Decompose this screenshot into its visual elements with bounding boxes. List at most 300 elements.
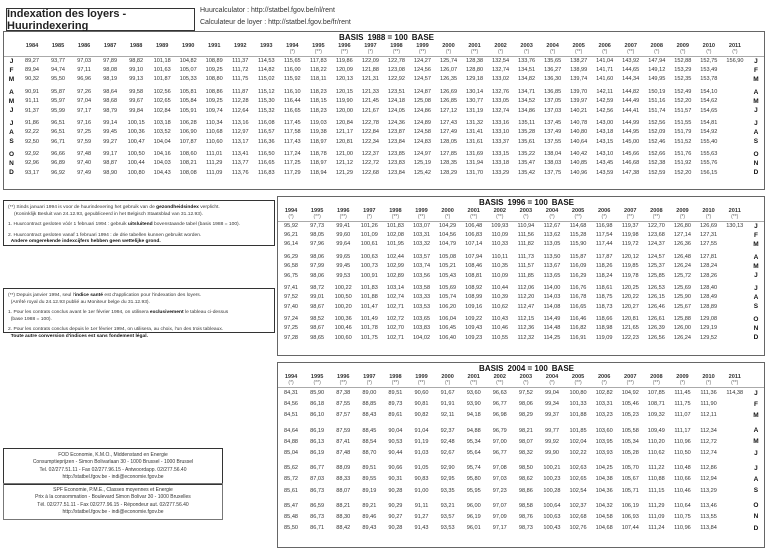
index-value: 105,33 bbox=[179, 76, 197, 83]
index-value: 117,87 bbox=[595, 254, 613, 261]
year-header: 1991 bbox=[208, 43, 221, 49]
index-value: 100,80 bbox=[569, 390, 587, 397]
footnote-marker: (*) bbox=[366, 214, 372, 220]
index-value: 92,48 bbox=[440, 438, 455, 445]
index-value: 137,45 bbox=[544, 120, 562, 127]
year-header: 1984 bbox=[25, 43, 39, 49]
index-value: 103,23 bbox=[595, 412, 613, 419]
index-value: 121,17 bbox=[335, 129, 353, 136]
index-value: 118,78 bbox=[310, 151, 327, 158]
index-value: 114,38 bbox=[726, 390, 744, 397]
index-value: 106,20 bbox=[439, 303, 457, 310]
index-value: 156,15 bbox=[700, 169, 718, 176]
index-value: 124,86 bbox=[413, 107, 432, 114]
index-value: 155,63 bbox=[700, 151, 718, 158]
index-value: 142,56 bbox=[596, 107, 614, 114]
index-value: 92,50 bbox=[25, 138, 40, 145]
index-value: 103,32 bbox=[412, 241, 431, 248]
index-value: 107,87 bbox=[179, 138, 197, 145]
index-value: 109,43 bbox=[465, 325, 483, 332]
index-value: 116,98 bbox=[595, 223, 613, 230]
year-header: 1999 bbox=[415, 208, 428, 214]
index-value bbox=[722, 463, 748, 474]
index-value: 98,72 bbox=[310, 285, 325, 292]
index-value: 87,48 bbox=[336, 450, 351, 457]
month-label: M bbox=[753, 97, 759, 105]
index-value: 97,24 bbox=[284, 316, 299, 323]
index-value bbox=[722, 474, 748, 485]
contact-box-french bbox=[3, 483, 223, 520]
table-row bbox=[278, 302, 764, 311]
month-label: D bbox=[753, 169, 759, 177]
index-value: 129,18 bbox=[465, 76, 484, 83]
index-value: 106,83 bbox=[465, 232, 483, 239]
index-value: 122,34 bbox=[361, 138, 379, 145]
index-value: 99,67 bbox=[129, 98, 144, 105]
basis-value: 1996 = 100 bbox=[507, 198, 548, 207]
index-value: 146,68 bbox=[622, 160, 640, 167]
index-value: 121,65 bbox=[621, 325, 639, 332]
index-value: 99,65 bbox=[336, 254, 351, 261]
contact-line: Tel. 02/277.51.11 - Fax 02/277.96.15 - Antwoordapp. 02/277.56.40 bbox=[39, 466, 187, 473]
footnote-marker: (*) bbox=[680, 49, 686, 55]
index-value: 117,44 bbox=[595, 241, 613, 248]
year-header: 2002 bbox=[493, 374, 507, 380]
index-value: 96,01 bbox=[466, 525, 481, 532]
index-value: 96,71 bbox=[51, 138, 66, 145]
index-value bbox=[722, 293, 748, 302]
table-row bbox=[4, 57, 764, 66]
index-value: 110,94 bbox=[517, 223, 535, 230]
footnote-marker: (**) bbox=[340, 49, 348, 55]
index-value: 109,74 bbox=[205, 107, 223, 114]
contact-line: SPF Economie, P.M.E., Classes moyennes et Energie bbox=[53, 487, 173, 493]
contact-link[interactable]: http://statbel.fgov.be - indi@economie.fgov.be bbox=[62, 473, 164, 480]
index-value: 137,75 bbox=[544, 169, 562, 176]
index-value: 100,60 bbox=[334, 334, 352, 341]
index-value: 98,62 bbox=[518, 476, 533, 483]
index-value: 108,81 bbox=[465, 272, 483, 279]
index-value: 103,07 bbox=[412, 223, 431, 230]
table-row bbox=[278, 511, 764, 522]
month-label: J bbox=[754, 272, 758, 280]
index-value: 100,15 bbox=[127, 120, 145, 127]
index-value: 102,71 bbox=[386, 303, 404, 310]
index-value: 108,21 bbox=[179, 160, 197, 167]
index-value: 141,71 bbox=[596, 67, 614, 74]
index-value: 92,11 bbox=[440, 412, 455, 419]
index-value: 143,45 bbox=[596, 160, 614, 167]
index-value: 123,84 bbox=[387, 138, 405, 145]
index-value: 138,27 bbox=[570, 58, 588, 65]
footnote-marker: (**) bbox=[392, 49, 401, 55]
year-header: 2004 bbox=[546, 43, 559, 49]
index-value: 127,55 bbox=[699, 241, 718, 248]
index-value bbox=[722, 302, 748, 311]
index-value: 102,89 bbox=[386, 272, 404, 279]
index-value: 98,19 bbox=[103, 76, 118, 83]
index-value: 104,03 bbox=[153, 160, 171, 167]
footnote-marker: (*) bbox=[444, 380, 451, 386]
index-value: 108,99 bbox=[465, 294, 483, 301]
contact-link[interactable]: http://statbel.fgov.be - indi@economie.fgov.be bbox=[62, 508, 164, 515]
index-value: 126,85 bbox=[439, 98, 458, 105]
index-value: 127,14 bbox=[673, 232, 691, 239]
index-value: 100,46 bbox=[334, 325, 352, 332]
index-value: 110,96 bbox=[674, 438, 691, 445]
index-value: 147,94 bbox=[648, 58, 666, 65]
index-value: 97,89 bbox=[103, 58, 118, 65]
index-value: 124,36 bbox=[387, 120, 405, 127]
month-label: O bbox=[753, 315, 759, 323]
index-value: 93,17 bbox=[25, 169, 40, 176]
index-value: 105,74 bbox=[439, 294, 457, 301]
month-label: J bbox=[754, 57, 758, 65]
index-value: 96,92 bbox=[51, 169, 66, 176]
basis-label: BASIS bbox=[479, 198, 504, 207]
index-value: 104,68 bbox=[595, 525, 613, 532]
index-value: 112,36 bbox=[517, 325, 535, 332]
index-value: 117,54 bbox=[595, 232, 613, 239]
footnote-marker: (*) bbox=[654, 49, 660, 55]
index-value: 126,61 bbox=[647, 316, 665, 323]
footnote-marker: (**) bbox=[626, 214, 634, 220]
index-value: 97,28 bbox=[284, 334, 299, 341]
index-value: 122,09 bbox=[361, 58, 379, 65]
index-value: 152,56 bbox=[648, 120, 666, 127]
index-value: 96,98 bbox=[492, 412, 507, 419]
index-value: 125,19 bbox=[413, 160, 432, 167]
index-value: 140,85 bbox=[570, 160, 588, 167]
rent-calculator-link-nl[interactable]: Huurcalculator : http://statbel.fgov.be/nl/rent bbox=[200, 7, 335, 14]
index-value: 104,56 bbox=[439, 232, 457, 239]
index-value: 112,74 bbox=[700, 450, 717, 457]
index-value: 112,97 bbox=[231, 129, 249, 136]
index-value: 143,92 bbox=[622, 58, 640, 65]
year-header: 2001 bbox=[467, 208, 480, 214]
index-value: 117,58 bbox=[283, 129, 301, 136]
index-value: 97,16 bbox=[77, 120, 92, 127]
index-value bbox=[722, 128, 748, 137]
index-value: 152,20 bbox=[674, 98, 692, 105]
index-value: 95,50 bbox=[51, 76, 66, 83]
index-value: 136,85 bbox=[544, 89, 562, 96]
index-value: 126,15 bbox=[647, 294, 665, 301]
index-value: 133,05 bbox=[492, 98, 510, 105]
index-value: 96,29 bbox=[284, 254, 299, 261]
index-value: 102,37 bbox=[569, 502, 587, 509]
year-header: 2007 bbox=[624, 208, 637, 214]
index-value: 124,37 bbox=[647, 241, 665, 248]
index-value: 88,85 bbox=[362, 401, 377, 408]
index-value: 100,47 bbox=[127, 138, 145, 145]
footnote-marker: (*) bbox=[601, 214, 607, 220]
index-value: 99,14 bbox=[103, 120, 118, 127]
index-value: 103,93 bbox=[595, 450, 613, 457]
index-value: 103,60 bbox=[595, 427, 613, 434]
index-value: 110,68 bbox=[205, 129, 223, 136]
index-value: 95,99 bbox=[51, 107, 66, 114]
month-label: M bbox=[8, 75, 15, 83]
index-value bbox=[722, 333, 748, 342]
year-header: 2000 bbox=[441, 208, 454, 214]
index-value: 90,66 bbox=[388, 465, 403, 472]
index-value: 114,68 bbox=[569, 223, 587, 230]
index-value: 95,64 bbox=[466, 450, 481, 457]
index-value bbox=[722, 66, 748, 75]
base-label: BASE bbox=[551, 198, 574, 207]
index-value: 117,43 bbox=[283, 138, 301, 145]
index-value: 94,74 bbox=[51, 67, 66, 74]
index-value: 96,89 bbox=[51, 160, 66, 167]
index-value: 105,08 bbox=[439, 254, 457, 261]
index-value: 119,37 bbox=[621, 223, 639, 230]
index-value: 112,15 bbox=[517, 316, 535, 323]
index-value: 109,25 bbox=[205, 98, 223, 105]
index-value: 143,18 bbox=[596, 129, 614, 136]
index-value: 98,06 bbox=[518, 401, 533, 408]
index-value: 97,03 bbox=[77, 58, 92, 65]
index-value: 84,64 bbox=[284, 427, 299, 434]
index-value: 127,81 bbox=[699, 254, 718, 261]
index-value: 97,40 bbox=[284, 303, 299, 310]
index-value: 111,85 bbox=[517, 272, 535, 279]
index-value: 85,50 bbox=[284, 525, 299, 532]
index-value: 97,23 bbox=[492, 487, 507, 494]
index-value: 110,48 bbox=[674, 465, 691, 472]
index-value: 90,60 bbox=[414, 390, 429, 397]
index-value: 101,88 bbox=[569, 412, 587, 419]
index-value: 98,29 bbox=[518, 412, 533, 419]
index-value: 101,47 bbox=[360, 303, 378, 310]
year-header: 1995 bbox=[310, 208, 324, 214]
index-value: 119,38 bbox=[310, 129, 327, 136]
year-header: 1998 bbox=[389, 208, 402, 214]
index-value: 106,45 bbox=[439, 325, 457, 332]
index-value: 110,46 bbox=[491, 325, 509, 332]
index-value: 87,41 bbox=[336, 438, 351, 445]
index-value: 102,56 bbox=[153, 89, 171, 96]
index-value: 125,74 bbox=[439, 58, 458, 65]
footnote-marker: (*) bbox=[705, 214, 712, 220]
index-value: 116,91 bbox=[569, 334, 587, 341]
index-value: 150,19 bbox=[648, 89, 666, 96]
index-value: 92,67 bbox=[440, 450, 455, 457]
index-table-basis-2004 bbox=[277, 362, 765, 548]
index-value: 91,67 bbox=[440, 390, 455, 397]
footnote-marker: (**) bbox=[339, 380, 347, 386]
year-header: 1999 bbox=[415, 374, 428, 380]
footnote-marker: (**) bbox=[417, 214, 426, 220]
index-value: 124,57 bbox=[647, 254, 665, 261]
index-value: 98,67 bbox=[310, 325, 325, 332]
index-value: 97,73 bbox=[310, 223, 325, 230]
index-value: 95,80 bbox=[466, 476, 481, 483]
index-value: 126,53 bbox=[647, 285, 665, 292]
index-value: 100,28 bbox=[543, 487, 561, 494]
month-label: J bbox=[754, 464, 758, 472]
index-value: 97,00 bbox=[492, 438, 507, 445]
index-value: 103,58 bbox=[412, 285, 431, 292]
index-value: 88,21 bbox=[336, 502, 351, 509]
index-value: 99,10 bbox=[129, 67, 144, 74]
year-header: 2008 bbox=[650, 208, 663, 214]
index-value: 128,80 bbox=[465, 67, 484, 74]
index-value: 98,07 bbox=[518, 438, 533, 445]
footnote-marker: (*) bbox=[549, 380, 555, 386]
index-value: 113,41 bbox=[231, 151, 249, 158]
table-row bbox=[278, 463, 764, 474]
index-value: 134,82 bbox=[518, 76, 536, 83]
month-label: F bbox=[753, 66, 758, 74]
index-value: 97,49 bbox=[77, 169, 92, 176]
footnote-marker: (**) bbox=[417, 380, 426, 386]
index-value: 98,73 bbox=[518, 525, 533, 532]
index-value: 112,64 bbox=[231, 107, 249, 114]
month-label: J bbox=[9, 107, 14, 115]
index-value: 105,43 bbox=[439, 272, 457, 279]
index-value: 120,81 bbox=[621, 316, 639, 323]
index-value: 121,45 bbox=[361, 98, 379, 105]
index-value: 95,97 bbox=[51, 98, 66, 105]
year-header: 2006 bbox=[598, 43, 611, 49]
index-value: 123,84 bbox=[387, 169, 405, 176]
table-row bbox=[4, 150, 764, 159]
index-value: 97,08 bbox=[492, 465, 507, 472]
index-value: 137,05 bbox=[544, 98, 562, 105]
index-value: 128,05 bbox=[439, 138, 458, 145]
index-value: 99,64 bbox=[336, 241, 351, 248]
year-header: 2004 bbox=[545, 208, 559, 214]
index-value: 155,40 bbox=[700, 138, 718, 145]
index-value: 108,92 bbox=[465, 285, 483, 292]
index-value: 101,88 bbox=[360, 294, 378, 301]
index-value bbox=[722, 106, 748, 115]
index-value: 99,60 bbox=[336, 232, 351, 239]
year-header: 2003 bbox=[520, 43, 533, 49]
month-label: A bbox=[753, 427, 759, 435]
index-value: 102,08 bbox=[386, 232, 404, 239]
footnote-marker: (*) bbox=[523, 214, 529, 220]
index-value bbox=[722, 324, 748, 333]
footnote-marker: (**) bbox=[652, 380, 660, 386]
index-value bbox=[722, 284, 748, 293]
index-value: 105,46 bbox=[621, 401, 639, 408]
index-value: 140,21 bbox=[570, 107, 588, 114]
index-value: 92,22 bbox=[25, 129, 40, 136]
index-value: 114,49 bbox=[543, 316, 561, 323]
index-value: 140,64 bbox=[570, 138, 588, 145]
index-value: 107,85 bbox=[647, 390, 665, 397]
month-label: A bbox=[753, 475, 759, 483]
index-value: 89,27 bbox=[25, 58, 40, 65]
index-value: 99,34 bbox=[544, 401, 559, 408]
index-value: 118,23 bbox=[310, 89, 327, 96]
table-row bbox=[278, 410, 764, 421]
index-value: 98,86 bbox=[518, 487, 533, 494]
index-value: 154,62 bbox=[700, 98, 718, 105]
month-label: O bbox=[753, 502, 759, 510]
index-value: 116,83 bbox=[257, 169, 275, 176]
index-value: 100,36 bbox=[334, 316, 352, 323]
index-value bbox=[722, 137, 748, 146]
index-value: 115,02 bbox=[257, 76, 275, 83]
index-value: 106,19 bbox=[621, 502, 639, 509]
index-value: 90,81 bbox=[414, 401, 429, 408]
index-value: 129,52 bbox=[699, 334, 718, 341]
index-value: 145,66 bbox=[622, 151, 640, 158]
index-value: 151,79 bbox=[674, 129, 692, 136]
year-header: 2000 bbox=[441, 374, 454, 380]
index-value: 156,90 bbox=[726, 58, 744, 65]
index-value: 120,81 bbox=[335, 138, 353, 145]
year-header: 2004 bbox=[545, 374, 559, 380]
footnote-marker: (**) bbox=[652, 214, 660, 220]
index-value: 116,08 bbox=[257, 120, 275, 127]
index-value: 119,90 bbox=[336, 98, 353, 105]
rent-calculator-link-fr[interactable]: Calculateur de loyer : http://statbel.fgov.be/fr/rent bbox=[200, 19, 351, 26]
index-value: 132,54 bbox=[492, 58, 510, 65]
month-label: A bbox=[753, 253, 759, 261]
footnote-marker: (*) bbox=[706, 49, 712, 55]
index-value: 114,00 bbox=[543, 285, 561, 292]
index-value: 151,16 bbox=[648, 98, 666, 105]
index-value: 111,01 bbox=[206, 151, 223, 158]
index-value bbox=[722, 168, 748, 177]
index-value: 85,72 bbox=[284, 476, 299, 483]
index-value: 118,23 bbox=[310, 107, 327, 114]
index-value: 143,15 bbox=[596, 138, 614, 145]
index-value: 112,28 bbox=[231, 98, 249, 105]
year-header: 2009 bbox=[676, 43, 690, 49]
index-value: 118,94 bbox=[310, 169, 327, 176]
index-value: 135,65 bbox=[544, 58, 562, 65]
table-row bbox=[278, 271, 764, 280]
index-value: 98,90 bbox=[103, 169, 118, 176]
month-label: O bbox=[8, 150, 15, 158]
index-value: 131,61 bbox=[465, 138, 484, 145]
index-value: 139,70 bbox=[570, 89, 588, 96]
month-label: J bbox=[9, 57, 14, 65]
index-value: 101,09 bbox=[360, 232, 378, 239]
index-value: 132,76 bbox=[492, 89, 510, 96]
index-value: 99,17 bbox=[103, 151, 118, 158]
year-header: 2006 bbox=[597, 208, 611, 214]
index-value: 114,25 bbox=[543, 334, 561, 341]
year-header: 1988 bbox=[129, 43, 143, 49]
index-value: 116,65 bbox=[283, 107, 301, 114]
basis-label: BASIS bbox=[339, 33, 364, 42]
index-value: 131,94 bbox=[465, 160, 484, 167]
index-value: 102,70 bbox=[386, 325, 404, 332]
index-value: 105,84 bbox=[179, 98, 197, 105]
index-value: 103,31 bbox=[412, 232, 431, 239]
footnote-marker: (**) bbox=[575, 49, 583, 55]
index-value: 98,08 bbox=[103, 67, 118, 74]
index-value: 108,71 bbox=[647, 401, 665, 408]
index-value: 111,07 bbox=[674, 412, 691, 419]
index-value: 122,84 bbox=[361, 129, 379, 136]
index-value: 104,38 bbox=[595, 476, 613, 483]
index-value: 121,88 bbox=[361, 67, 379, 74]
index-value: 124,83 bbox=[413, 138, 432, 145]
footnote-marker: (*) bbox=[601, 380, 607, 386]
index-value: 132,74 bbox=[492, 107, 510, 114]
index-value: 102,22 bbox=[569, 450, 587, 457]
index-value: 88,43 bbox=[362, 412, 377, 419]
year-header: 1990 bbox=[181, 43, 195, 49]
month-label: A bbox=[753, 88, 759, 96]
